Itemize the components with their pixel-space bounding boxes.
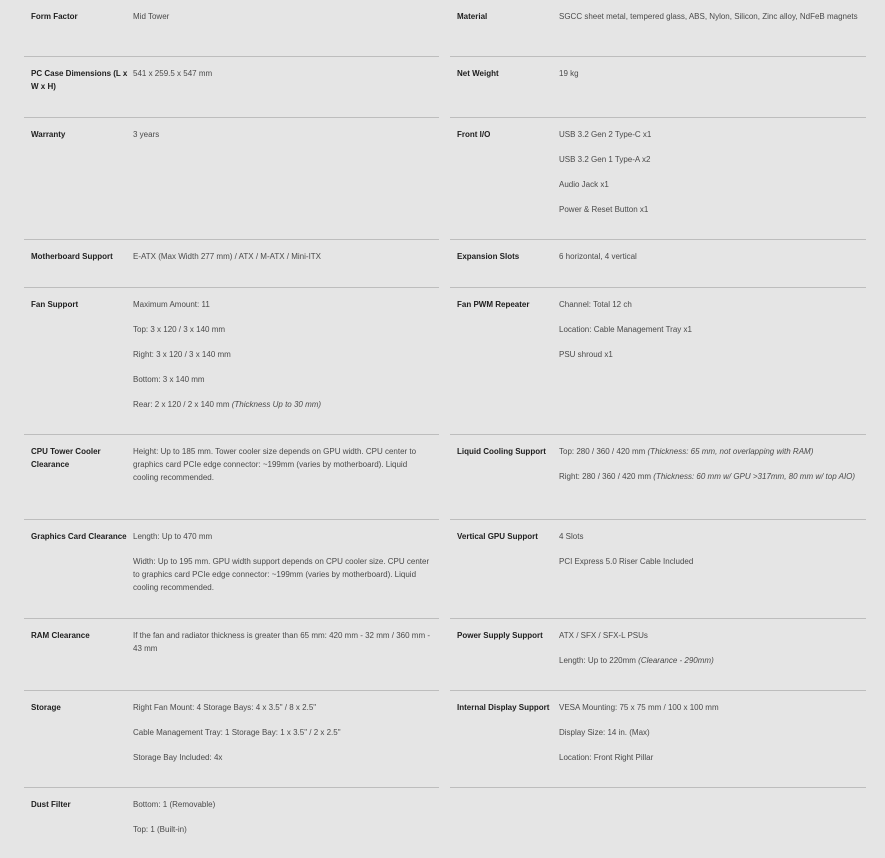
spec-row-fan-pwm-repeater	[450, 288, 866, 435]
spec-value-text: Right: 280 / 360 / 420 mm	[559, 472, 652, 481]
specs-column-left	[24, 0, 439, 858]
spec-value	[133, 323, 433, 336]
spec-value-text: SGCC sheet metal, tempered glass, ABS, Nylon, Silicon, Zinc alloy, NdFeB magnets	[559, 12, 858, 21]
spec-row-expansion-slots	[450, 240, 866, 288]
spec-value-text: Rear: 2 x 120 / 2 x 140 mm	[133, 400, 230, 409]
spec-value-text: Display Size: 14 in. (Max)	[559, 728, 650, 737]
spec-value-note: (Thickness: 60 mm w/ GPU >317mm, 80 mm w/ top AIO)	[653, 472, 856, 481]
spec-value-text: Power & Reset Button x1	[559, 205, 649, 214]
spec-values	[133, 67, 439, 117]
spec-value-text: PSU shroud x1	[559, 350, 613, 359]
spec-row-cpu-tower-cooler-clearance	[24, 435, 439, 520]
spec-values	[559, 67, 866, 117]
spec-value-text: Maximum Amount: 11	[133, 300, 210, 309]
spec-value	[133, 555, 433, 594]
spec-row-fan-support	[24, 288, 439, 435]
spec-value	[133, 10, 433, 23]
spec-row-storage	[24, 691, 439, 788]
spec-row-net-weight	[450, 57, 866, 118]
spec-value-text: Audio Jack x1	[559, 180, 609, 189]
spec-value-text: 4 Slots	[559, 532, 584, 541]
spec-row-pc-case-dimensions-l-x-w-x-h	[24, 57, 439, 118]
spec-label: Expansion Slots	[457, 252, 520, 261]
spec-values	[559, 530, 866, 618]
spec-value	[559, 128, 860, 141]
spec-value	[559, 178, 860, 191]
spec-values	[133, 530, 439, 618]
spec-row-dust-filter	[24, 788, 439, 858]
spec-label: Graphics Card Clearance	[31, 532, 127, 541]
spec-value	[133, 67, 433, 80]
spec-values	[133, 250, 439, 287]
spec-row-motherboard-support	[24, 240, 439, 288]
spec-value	[559, 470, 860, 483]
spec-row-power-supply-support	[450, 619, 866, 691]
spec-value	[559, 701, 860, 714]
spec-value-text: PCI Express 5.0 Riser Cable Included	[559, 557, 694, 566]
spec-value-text: USB 3.2 Gen 2 Type-C x1	[559, 130, 652, 139]
spec-value-text: Width: Up to 195 mm. GPU width support depends on CPU cooler size. CPU center to graphics card PCIe edge connector: ~199mm (varies by motherboard). Liquid cooling recommended.	[133, 557, 430, 592]
spec-value-note: (Clearance - 290mm)	[638, 656, 714, 665]
spec-value	[133, 530, 433, 543]
spec-values	[133, 445, 439, 519]
spec-value	[133, 701, 433, 714]
spec-row-material	[450, 0, 866, 57]
spec-value-text: Location: Front Right Pillar	[559, 753, 654, 762]
spec-label: Material	[457, 12, 488, 21]
spec-values	[559, 701, 866, 787]
spec-value	[133, 445, 433, 484]
spec-value-text: Cable Management Tray: 1 Storage Bay: 1 x 3.5" / 2 x 2.5"	[133, 728, 341, 737]
spec-value-text: Height: Up to 185 mm. Tower cooler size depends on GPU width. CPU center to graphics card PCIe edge connector: ~199mm (varies by motherboard). Liquid cooling recommended.	[133, 447, 417, 482]
spec-value-text: Top: 3 x 120 / 3 x 140 mm	[133, 325, 226, 334]
spec-label: Vertical GPU Support	[457, 532, 538, 541]
spec-values	[133, 798, 439, 858]
spec-row-graphics-card-clearance	[24, 520, 439, 619]
spec-value-note: (Thickness Up to 30 mm)	[231, 400, 322, 409]
spec-values	[559, 250, 866, 287]
spec-row-warranty	[24, 118, 439, 240]
spec-row-form-factor	[24, 0, 439, 57]
spec-label: PC Case Dimensions (L x W x H)	[31, 69, 128, 91]
spec-value-text: 3 years	[133, 130, 160, 139]
spec-label: Storage	[31, 703, 61, 712]
spec-label: RAM Clearance	[31, 631, 90, 640]
spec-value	[559, 323, 860, 336]
spec-values	[559, 298, 866, 434]
spec-value	[559, 751, 860, 764]
spec-label: Fan Support	[31, 300, 79, 309]
spec-row-front-i-o	[450, 118, 866, 240]
spec-label: Fan PWM Repeater	[457, 300, 530, 309]
spec-values	[133, 298, 439, 434]
spec-value	[559, 348, 860, 361]
spec-label: Warranty	[31, 130, 66, 139]
spec-label: Motherboard Support	[31, 252, 113, 261]
spec-value-text: Length: Up to 220mm	[559, 656, 636, 665]
specs-column-right	[450, 0, 866, 788]
spec-value	[559, 10, 860, 23]
spec-values	[133, 629, 439, 690]
spec-value	[133, 726, 433, 739]
spec-value-text: Mid Tower	[133, 12, 170, 21]
spec-value	[559, 445, 860, 458]
spec-value	[559, 555, 860, 568]
spec-value-text: 6 horizontal, 4 vertical	[559, 252, 637, 261]
spec-row-internal-display-support	[450, 691, 866, 788]
spec-value	[559, 203, 860, 216]
spec-value	[559, 530, 860, 543]
spec-value-text: Right: 3 x 120 / 3 x 140 mm	[133, 350, 231, 359]
spec-label: Dust Filter	[31, 800, 71, 809]
spec-label: CPU Tower Cooler Clearance	[31, 447, 101, 469]
spec-value-text: VESA Mounting: 75 x 75 mm / 100 x 100 mm	[559, 703, 719, 712]
spec-value	[133, 823, 433, 836]
spec-values	[133, 10, 439, 56]
spec-values	[133, 128, 439, 239]
spec-values	[559, 128, 866, 239]
spec-value-text: Storage Bay Included: 4x	[133, 753, 223, 762]
spec-value-text: Right Fan Mount: 4 Storage Bays: 4 x 3.5" / 8 x 2.5"	[133, 703, 317, 712]
spec-value	[559, 654, 860, 667]
spec-label: Internal Display Support	[457, 703, 550, 712]
spec-value	[133, 751, 433, 764]
spec-values	[559, 629, 866, 690]
spec-value	[559, 67, 860, 80]
spec-value-text: ATX / SFX / SFX-L PSUs	[559, 631, 648, 640]
spec-value-text: Bottom: 3 x 140 mm	[133, 375, 205, 384]
spec-values	[133, 701, 439, 787]
spec-value-text: Location: Cable Management Tray x1	[559, 325, 692, 334]
spec-label: Liquid Cooling Support	[457, 447, 546, 456]
spec-value-note: (Thickness: 65 mm, not overlapping with RAM)	[647, 447, 814, 456]
spec-value	[133, 629, 433, 655]
spec-value	[559, 298, 860, 311]
spec-value-text: Bottom: 1 (Removable)	[133, 800, 216, 809]
spec-value	[133, 298, 433, 311]
spec-row-vertical-gpu-support	[450, 520, 866, 619]
spec-values	[559, 445, 866, 519]
spec-value	[133, 128, 433, 141]
spec-value-text: Top: 280 / 360 / 420 mm	[559, 447, 646, 456]
spec-value-text: E-ATX (Max Width 277 mm) / ATX / M-ATX / Mini-ITX	[133, 252, 322, 261]
spec-row-ram-clearance	[24, 619, 439, 691]
spec-value	[133, 250, 433, 263]
spec-value-text: USB 3.2 Gen 1 Type-A x2	[559, 155, 651, 164]
spec-value	[133, 798, 433, 811]
spec-value-text: Length: Up to 470 mm	[133, 532, 213, 541]
spec-value-text: 19 kg	[559, 69, 579, 78]
spec-label: Form Factor	[31, 12, 78, 21]
spec-label: Front I/O	[457, 130, 491, 139]
spec-value-text: 541 x 259.5 x 547 mm	[133, 69, 213, 78]
spec-value-text: Top: 1 (Built-in)	[133, 825, 187, 834]
spec-value-text: Channel: Total 12 ch	[559, 300, 632, 309]
spec-row-liquid-cooling-support	[450, 435, 866, 520]
spec-value-text: If the fan and radiator thickness is greater than 65 mm: 420 mm - 32 mm / 360 mm - 43 mm	[133, 631, 431, 653]
spec-value	[559, 250, 860, 263]
spec-value	[559, 629, 860, 642]
spec-value	[559, 726, 860, 739]
spec-value	[133, 373, 433, 386]
spec-value	[559, 153, 860, 166]
spec-values	[559, 10, 866, 56]
spec-value	[133, 348, 433, 361]
spec-value	[133, 398, 433, 411]
spec-label: Net Weight	[457, 69, 499, 78]
spec-label: Power Supply Support	[457, 631, 543, 640]
